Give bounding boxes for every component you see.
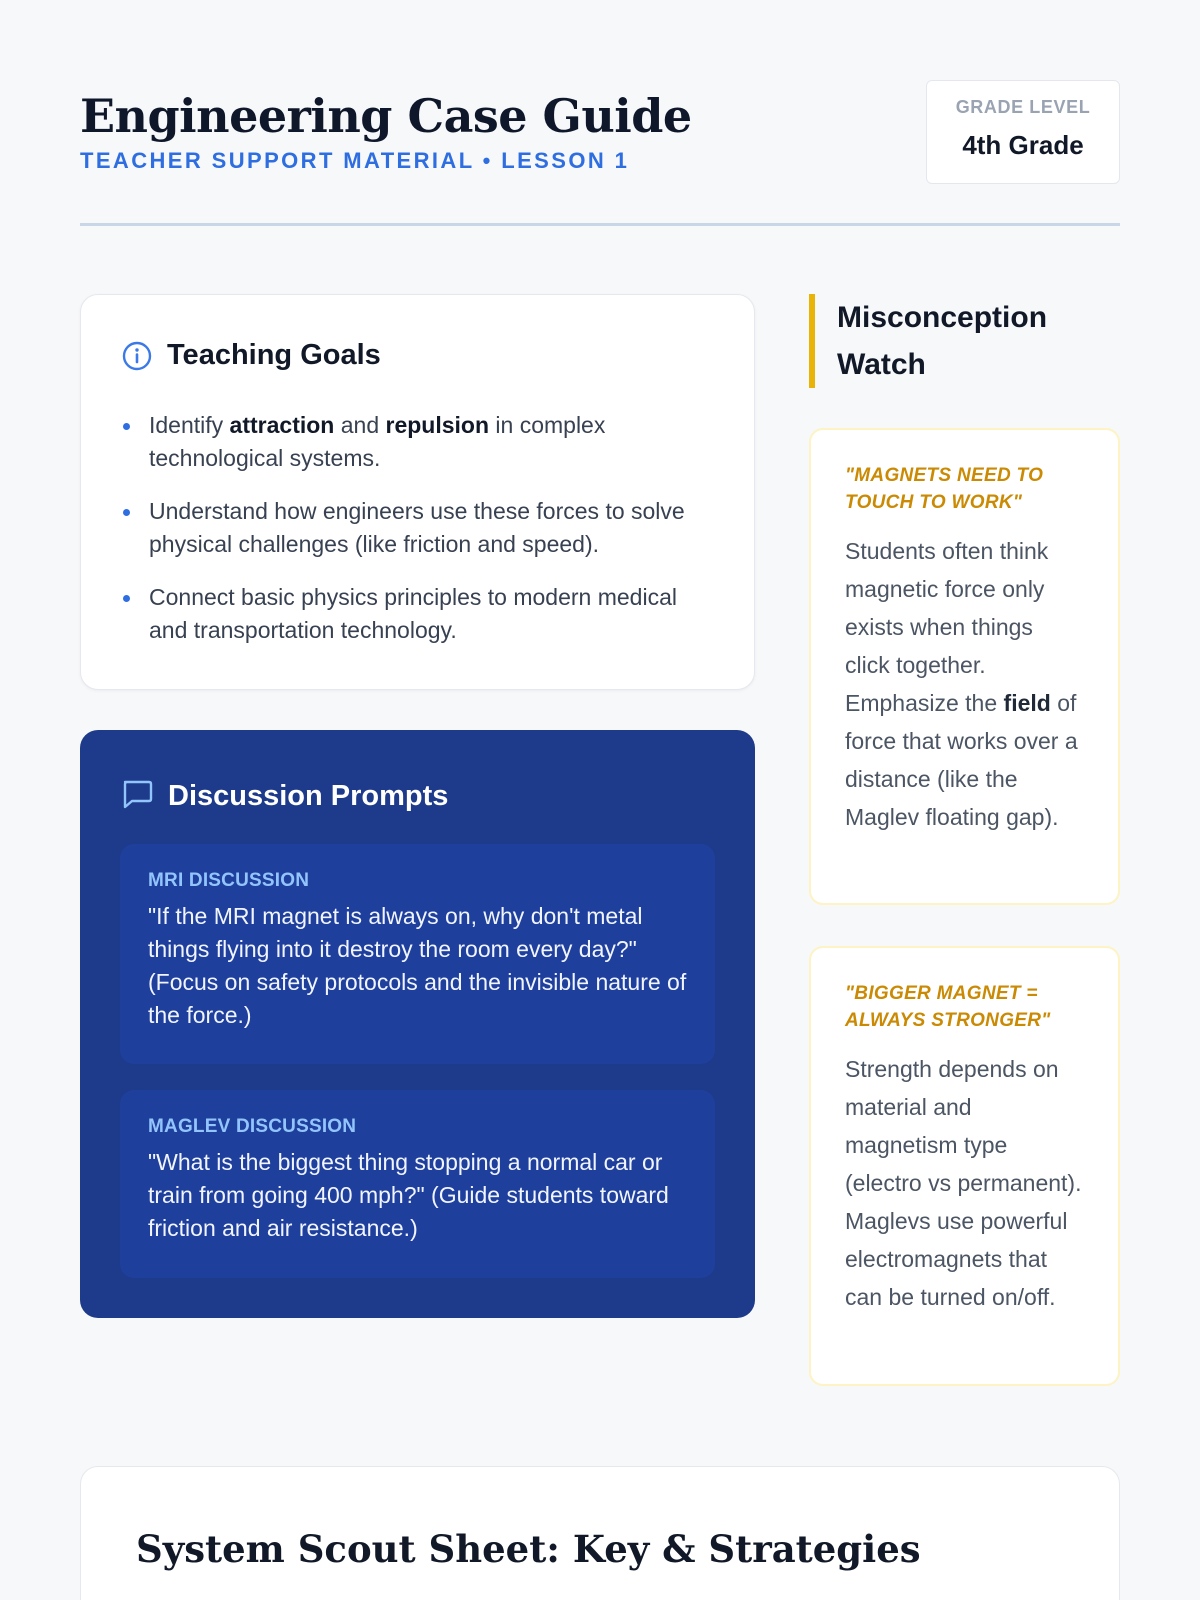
goal-text: Identify	[149, 412, 230, 438]
misconception-quote: "MAGNETS NEED TO TOUCH TO WORK"	[845, 465, 1044, 513]
bullet-dot	[123, 423, 130, 430]
page-subtitle: TEACHER SUPPORT MATERIAL • LESSON 1	[80, 148, 630, 173]
bullet-dot	[123, 595, 130, 602]
list-item	[121, 495, 721, 561]
misconception-quote: "BIGGER MAGNET = ALWAYS STRONGER"	[845, 983, 1051, 1031]
misconception-body	[845, 532, 1084, 836]
list-item	[121, 409, 721, 475]
teaching-goals-card	[80, 294, 755, 690]
bullet-dot	[123, 509, 130, 516]
goal-emphasis: attraction	[229, 412, 335, 438]
goal-text: and	[334, 412, 386, 438]
misconception-card	[809, 946, 1120, 1386]
discussion-prompts-card	[80, 730, 755, 1318]
discussion-prompts-header	[120, 778, 448, 815]
misconception-watch-title: Misconception Watch	[837, 301, 1048, 381]
system-scout-title: System Scout Sheet: Key & Strategies	[136, 1527, 921, 1571]
chat-bubble-icon	[120, 778, 154, 815]
info-circle-icon	[121, 340, 153, 372]
goal-text: Understand how engineers use these forces to solve physical challenges (like friction and speed).	[149, 498, 685, 557]
teaching-goals-title: Teaching Goals	[167, 339, 381, 371]
misconception-text: of force that works over a distance (like the Maglev floating gap).	[845, 690, 1078, 830]
misconception-text: Students often think magnetic force only exists when things click together. Emphasize the	[845, 538, 1049, 716]
prompt-label: MAGLEV DISCUSSION	[148, 1116, 357, 1137]
goal-emphasis: repulsion	[385, 412, 490, 438]
system-scout-card	[80, 1466, 1120, 1600]
grade-level-badge	[926, 80, 1120, 184]
goal-text: Connect basic physics principles to modern medical and transportation technology.	[149, 584, 677, 643]
misconception-emphasis: field	[1003, 690, 1051, 716]
page-header	[80, 80, 1120, 226]
misconception-watch-header	[809, 294, 1120, 388]
prompt-label: MRI DISCUSSION	[148, 870, 310, 891]
misconception-card	[809, 428, 1120, 905]
grade-level-label: GRADE LEVEL	[955, 97, 1091, 117]
mri-discussion-box	[120, 844, 715, 1064]
teaching-goals-header	[121, 339, 381, 372]
list-item	[121, 581, 721, 647]
prompt-text: "If the MRI magnet is always on, why don't metal things flying into it destroy the room every day?" (Focus on safety protocols and the invisible nature of the force.)	[148, 903, 687, 1028]
grade-level-value: 4th Grade	[962, 130, 1084, 160]
maglev-discussion-box	[120, 1090, 715, 1278]
misconception-body: Strength depends on material and magnetism type (electro vs permanent). Maglevs use powerful electromagnets that can be turned on/off.	[845, 1056, 1082, 1310]
page-title: Engineering Case Guide	[80, 89, 692, 143]
discussion-prompts-title: Discussion Prompts	[168, 780, 449, 812]
teaching-goals-list	[121, 409, 721, 667]
prompt-text: "What is the biggest thing stopping a normal car or train from going 400 mph?" (Guide students toward friction and air resistance.)	[148, 1149, 669, 1241]
goal-text: in complex technological systems.	[149, 412, 606, 471]
